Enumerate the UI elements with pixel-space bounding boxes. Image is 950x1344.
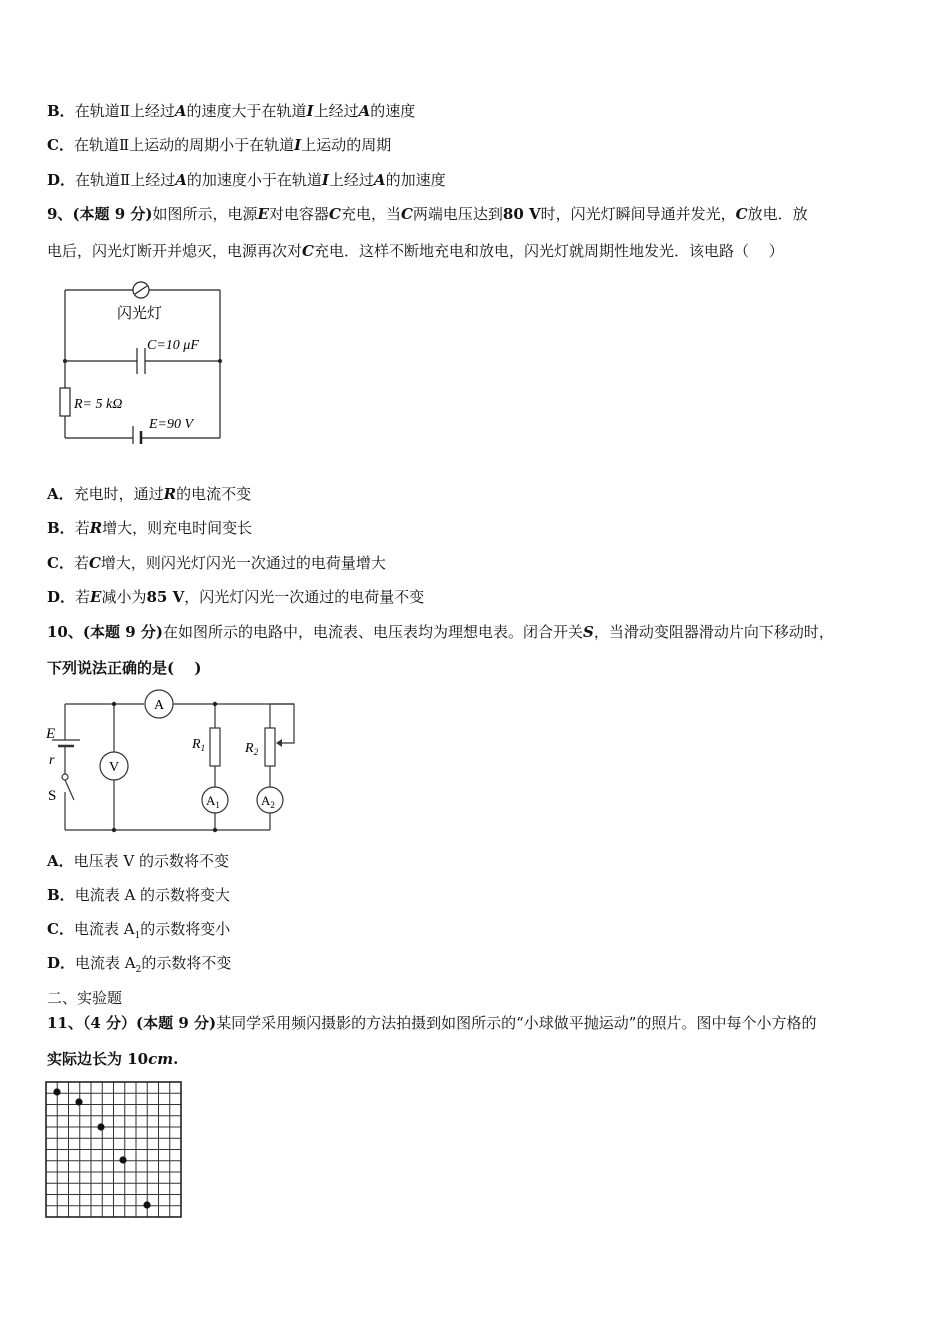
q10-stem-line2: 下列说法正确的是( ) xyxy=(47,659,202,677)
battery-r-label: r xyxy=(49,753,55,768)
voltmeter-v-label: V xyxy=(109,760,120,775)
resistor-r xyxy=(60,388,70,416)
q10-option-d: D．电流表 $A_2$的示数将不变 xyxy=(47,954,232,975)
ball-position-3 xyxy=(97,1123,104,1130)
q9-option-c: C．若C增大，则闪光灯闪光一次通过的电荷量增大 xyxy=(47,554,386,572)
resistor-r1-label: R xyxy=(192,737,201,752)
q9-flash-circuit-diagram xyxy=(55,278,225,444)
capacitor-label: C=10 μF xyxy=(147,338,199,353)
switch-s xyxy=(65,780,74,800)
resistor-r1 xyxy=(210,728,220,766)
q11-projectile-grid-photo xyxy=(45,1080,183,1219)
q9-option-b: B．若R增大，则充电时间变长 xyxy=(47,519,253,537)
switch-pivot xyxy=(62,774,68,780)
battery-label: E=90 V xyxy=(149,417,194,432)
ball-position-1 xyxy=(53,1088,60,1095)
svg-text:A2 xyxy=(261,793,275,810)
rheostat-r2 xyxy=(265,728,275,766)
ammeter-a1-label: A xyxy=(206,793,216,808)
flash-lamp-label: 闪光灯 xyxy=(117,306,163,322)
svg-text:R1 xyxy=(191,737,205,753)
q8-option-b: B．在轨道Ⅱ上经过A的速度大于在轨道I上经过A的速度 xyxy=(47,102,416,120)
q11-stem-line1: 11、（4 分）(本题 9 分)某同学采用频闪摄影的方法拍摄到如图所示的“小球做平抛运动”的照片。图中每个小方格的 xyxy=(47,1014,817,1032)
resistor-r1-subscript: 1 xyxy=(200,743,206,753)
battery-e-label: E xyxy=(46,726,56,742)
section-title-experiment: 二、实验题 xyxy=(47,989,123,1007)
rheostat-slider-arrow xyxy=(276,739,282,747)
q10-circuit-diagram xyxy=(42,688,300,836)
ball-position-5 xyxy=(143,1201,150,1208)
q9-stem-line2: 电后，闪光灯断开并熄灭，电源再次对C充电．这样不断地充电和放电，闪光灯就周期性地发光．该电路（ ） xyxy=(47,242,784,260)
resistor-label: R= 5 kΩ xyxy=(74,397,123,412)
q10-option-b: B．电流表 A 的示数将变大 xyxy=(47,886,231,904)
ammeter-a-label: A xyxy=(154,698,165,713)
svg-text:R2 xyxy=(244,741,259,757)
q10-option-a: A．电压表 V 的示数将不变 xyxy=(47,852,230,870)
q9-stem-line1: 9、(本题 9 分)如图所示，电源E对电容器C充电，当C两端电压达到80 V时，闪光灯瞬间导通并发光，C放电．放 xyxy=(47,205,808,223)
q9-option-d: D．若E减小为85 V，闪光灯闪光一次通过的电荷量不变 xyxy=(47,588,425,606)
q10-option-c: C．电流表 $A_1$的示数将变小 xyxy=(47,920,231,941)
q8-option-c: C．在轨道Ⅱ上运动的周期小于在轨道I上运动的周期 xyxy=(47,136,392,154)
q9-option-a: A．充电时，通过R的电流不变 xyxy=(47,485,252,503)
q11-stem-line2: 实际边长为 10cm. xyxy=(47,1050,179,1068)
rheostat-r2-subscript: 2 xyxy=(253,747,259,757)
ball-position-2 xyxy=(75,1098,82,1105)
ball-position-4 xyxy=(119,1156,126,1163)
rheostat-r2-label: R xyxy=(245,741,254,756)
svg-text:A1 xyxy=(206,793,220,810)
ammeter-a2-label: A xyxy=(261,793,271,808)
q8-option-d: D．在轨道Ⅱ上经过A的加速度小于在轨道I上经过A的加速度 xyxy=(47,171,446,189)
ammeter-a2-subscript: 2 xyxy=(270,800,275,810)
switch-s-label: S xyxy=(48,788,57,804)
q10-stem-line1: 10、(本题 9 分)在如图所示的电路中，电流表、电压表均为理想电表。闭合开关S，当滑动变阻器滑动片向下移动时， xyxy=(47,623,834,641)
ammeter-a1-subscript: 1 xyxy=(215,800,220,810)
